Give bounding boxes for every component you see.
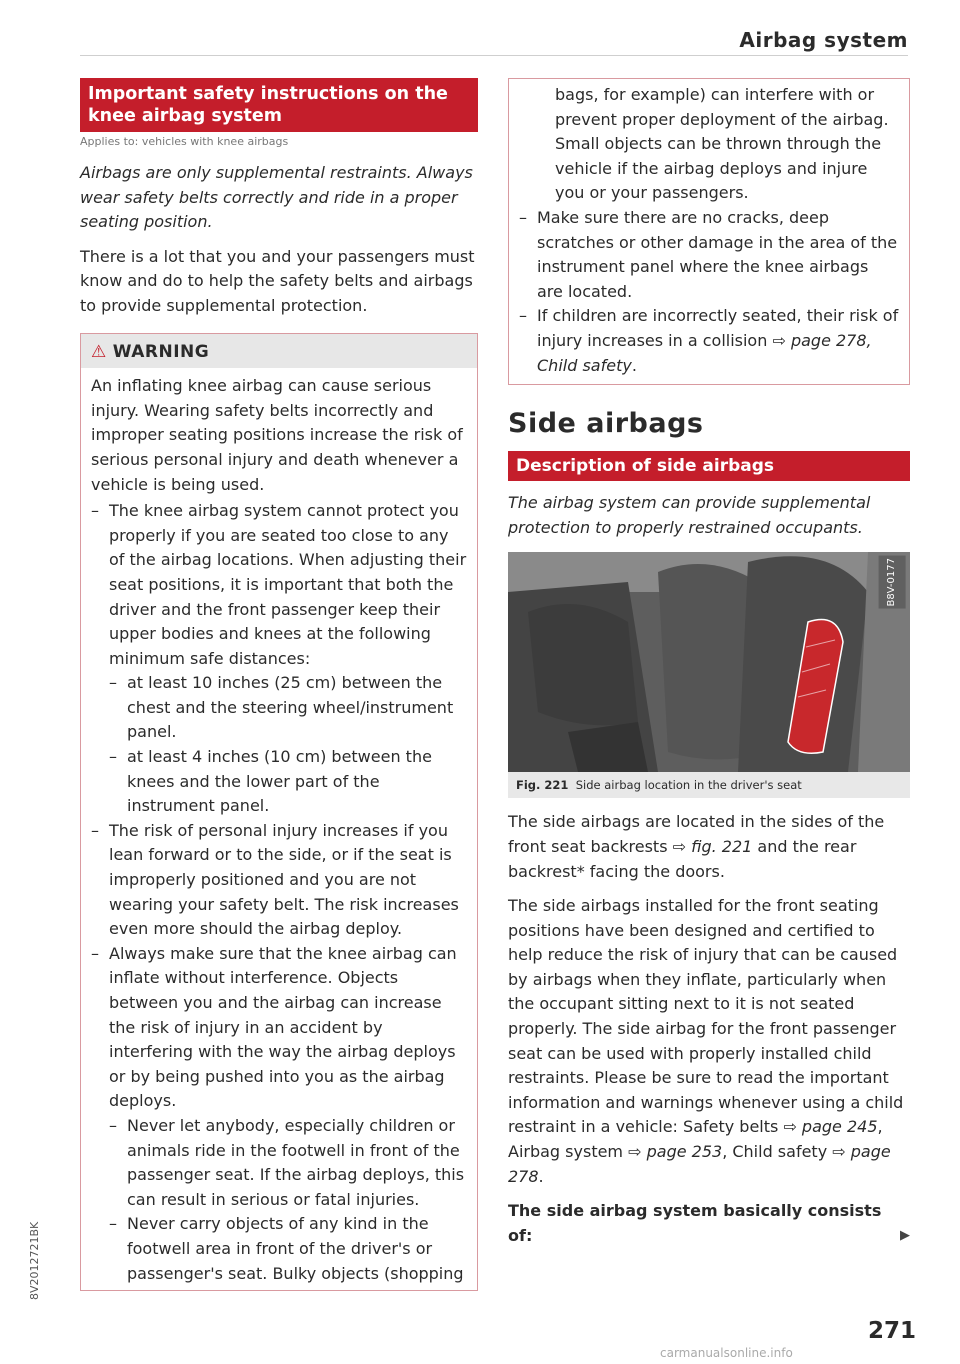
warning-triangle-icon: ⚠ bbox=[91, 341, 107, 362]
text-run: . bbox=[538, 1166, 544, 1186]
figure-side-airbag-seat bbox=[508, 552, 910, 772]
list-item bbox=[519, 304, 899, 378]
list-item-end: . bbox=[631, 355, 637, 375]
cross-reference-link[interactable]: ⇨ fig. 221 bbox=[672, 836, 753, 856]
list-item: – Never let anybody, especially children or animals ride in the footwell in front of the passenger seat. If the airbag deploys, this can result in serious or fatal injuries. bbox=[109, 1114, 467, 1212]
seat-illustration bbox=[508, 552, 910, 772]
text-run: , Airbag system bbox=[508, 1117, 883, 1162]
right-column bbox=[508, 78, 910, 1248]
list-item bbox=[91, 942, 467, 1286]
list-item: – Make sure there are no cracks, deep scratches or other damage in the area of the instrument panel where the knee airbags are located. bbox=[519, 206, 899, 304]
warning-box bbox=[80, 333, 478, 1292]
left-column bbox=[80, 78, 478, 1291]
figure-caption bbox=[508, 772, 910, 798]
intro-text: Airbags are only supplemental restraints. Always wear safety belts correctly and ride in a proper seating position. bbox=[80, 163, 473, 232]
section-title-side-airbags: Description of side airbags bbox=[508, 451, 910, 481]
continue-arrow-icon: ▶ bbox=[900, 1227, 910, 1243]
cross-reference-link[interactable]: ⇨ page 278, Child safety bbox=[537, 330, 872, 375]
list-item-text: Always make sure that the knee airbag can inflate without interference. Objects between you and the airbag can increase the risk of injury in an accident by interfering with the way the airbag deploys or by being pushed into you as the airbag deploys. bbox=[109, 943, 457, 1111]
page-header-title: Airbag system bbox=[739, 28, 908, 52]
side-airbags-heading: Side airbags bbox=[508, 408, 704, 440]
header-divider bbox=[80, 55, 908, 56]
text-run: , Child safety bbox=[722, 1142, 833, 1162]
page-number: 271 bbox=[868, 1318, 917, 1344]
list-item: – at least 4 inches (10 cm) between the knees and the lower part of the instrument panel. bbox=[109, 745, 467, 819]
list-item: – at least 10 inches (25 cm) between the chest and the steering wheel/instrument panel. bbox=[109, 671, 467, 745]
figure-number: Fig. 221 bbox=[516, 778, 569, 793]
warning-title: WARNING bbox=[112, 341, 210, 362]
text-run: and the rear backrest* facing the doors. bbox=[508, 836, 857, 881]
watermark: carmanualsonline.info bbox=[660, 1346, 793, 1360]
warning-cont-list bbox=[519, 206, 899, 378]
cross-reference-link[interactable]: ⇨ page 278 bbox=[508, 1142, 891, 1186]
side-airbag-components-heading bbox=[508, 1199, 910, 1248]
side-airbags-intro: The airbag system can provide supplemental protection to properly restrained occupants. bbox=[508, 493, 871, 537]
text-run: The side airbags are located in the sides of the front seat backrests bbox=[508, 812, 885, 856]
figure-code-label: B8V-0177 bbox=[879, 556, 906, 609]
applies-to-note: Applies to: vehicles with knee airbags bbox=[80, 135, 289, 148]
figure-caption-text: Side airbag location in the driver's seat bbox=[575, 778, 802, 793]
cross-reference-link[interactable]: ⇨ page 253 bbox=[628, 1142, 723, 1162]
warning-lead: An inflating knee airbag can cause serious injury. Wearing safety belts incorrectly and improper seating positions increase the risk of serious personal injury and death whenever a vehicle is being used. bbox=[91, 376, 463, 494]
document-code: 8V2012721BK bbox=[28, 1221, 41, 1300]
warning-body bbox=[81, 368, 477, 1290]
text-run: The side airbag system basically consists of: bbox=[508, 1201, 882, 1245]
side-airbags-paragraph-1 bbox=[508, 810, 910, 884]
list-item: – The risk of personal injury increases if you lean forward or to the side, or if the seat is improperly positioned and you are not wearing your safety belt. The risk increases even more should the airbag deploy. bbox=[91, 819, 467, 942]
section-title-knee-airbag: Important safety instructions on the knee airbag system bbox=[80, 78, 478, 132]
warning-continuation bbox=[508, 78, 910, 385]
list-item: – Never carry objects of any kind in the footwell area in front of the driver's or passenger's seat. Bulky objects (shopping bbox=[109, 1212, 467, 1286]
list-item-text: The knee airbag system cannot protect you properly if you are seated too close to any of the airbag locations. When adjusting their seat positions, it is important that both the driver and the front passenger keep their upper bodies and knees at the following minimum safe distances: bbox=[109, 501, 467, 668]
warning-cont-lead: bags, for example) can interfere with or prevent proper deployment of the airbag. Small objects can be thrown through the vehicle if the airbag deploys and injure you or your passengers. bbox=[555, 85, 889, 203]
body-paragraph: There is a lot that you and your passengers must know and do to help the safety belts and airbags to provide supplemental protection. bbox=[80, 246, 475, 315]
cross-reference-link[interactable]: ⇨ page 245 bbox=[783, 1117, 878, 1137]
list-item bbox=[91, 499, 467, 819]
side-airbags-paragraph-2 bbox=[508, 894, 910, 1189]
list-item-text: If children are incorrectly seated, their risk of injury increases in a collision bbox=[537, 306, 899, 350]
text-run: The side airbags installed for the front seating positions have been designed and certified to help reduce the risk of injury that can be caused by airbags when they inflate, particularly when the occupant sitting next to it is not seated properly. The side airbag for the front passenger seat can be used with properly installed child restraints. Please be sure to read the important information and warnings whenever using a child restraint in a vehicle: Safety belts bbox=[508, 896, 904, 1137]
warning-list bbox=[91, 499, 467, 1286]
warning-header bbox=[81, 334, 477, 369]
